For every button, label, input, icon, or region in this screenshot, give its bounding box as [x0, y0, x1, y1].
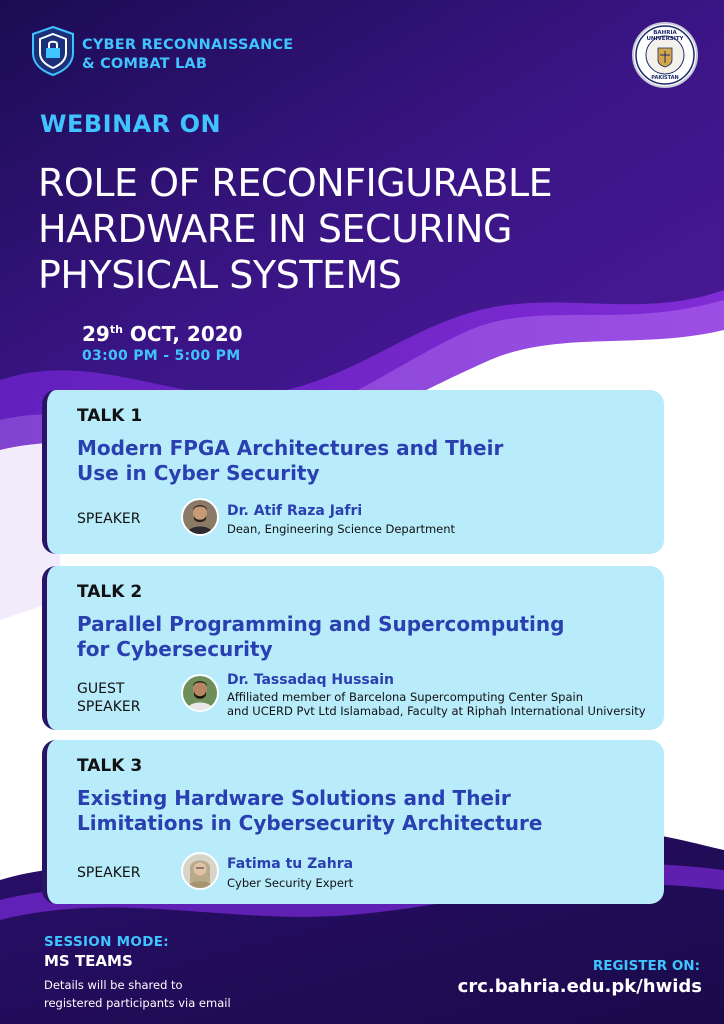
lab-shield-logo-icon — [32, 26, 74, 76]
talk-title-line-1: Modern FPGA Architectures and Their — [77, 436, 504, 460]
speaker-role-line-2: SPEAKER — [77, 699, 141, 715]
title-line-2: HARDWARE IN SECURING — [38, 207, 512, 251]
title-line-1: ROLE OF RECONFIGURABLE — [38, 161, 553, 205]
speaker-description — [227, 522, 667, 536]
talk-title — [77, 786, 637, 836]
seal-text-top: BAHRIA UNIVERSITY — [646, 30, 684, 42]
session-note — [44, 976, 231, 1012]
seal-text-bottom: PAKISTAN — [651, 75, 679, 81]
talk-card-3 — [42, 740, 664, 904]
talk-label: TALK 3 — [77, 756, 143, 776]
talk-title — [77, 436, 637, 486]
talk-label: TALK 2 — [77, 582, 143, 602]
talk-title — [77, 612, 637, 662]
speaker-avatar — [181, 498, 219, 536]
webinar-title — [38, 160, 658, 298]
speaker-role — [77, 680, 141, 716]
date-suffix: th — [109, 323, 123, 336]
date-rest: OCT, 2020 — [122, 322, 243, 346]
speaker-avatar — [181, 674, 219, 712]
talk-title-line-1: Parallel Programming and Supercomputing — [77, 612, 565, 636]
talk-title-line-2: for Cybersecurity — [77, 637, 273, 661]
talk-title-line-2: Limitations in Cybersecurity Architecture — [77, 811, 543, 835]
lab-name-line-1: CYBER RECONNAISSANCE — [82, 37, 294, 53]
date-day: 29 — [82, 322, 110, 346]
speaker-role-line-1: SPEAKER — [77, 511, 141, 527]
register-link[interactable]: crc.bahria.edu.pk/hwids — [457, 976, 702, 997]
talk-card-2 — [42, 566, 664, 730]
speaker-name: Dr. Tassadaq Hussain — [227, 672, 394, 688]
title-line-3: PHYSICAL SYSTEMS — [38, 253, 402, 297]
university-seal-text — [634, 24, 696, 86]
talk-title-line-1: Existing Hardware Solutions and Their — [77, 786, 511, 810]
speaker-name: Fatima tu Zahra — [227, 856, 354, 872]
session-note-line-2: registered participants via email — [44, 996, 231, 1010]
lab-name-line-2: & COMBAT LAB — [82, 56, 208, 72]
speaker-desc-line-1: Affiliated member of Barcelona Supercomputing Center Spain — [227, 690, 584, 704]
speaker-role-line-1: SPEAKER — [77, 865, 141, 881]
session-mode-label: SESSION MODE: — [44, 934, 169, 950]
speaker-avatar — [181, 852, 219, 890]
speaker-name: Dr. Atif Raza Jafri — [227, 503, 363, 519]
register-label: REGISTER ON: — [592, 958, 700, 974]
event-date — [82, 322, 243, 346]
talk-label: TALK 1 — [77, 406, 143, 426]
speaker-description — [227, 876, 667, 890]
talk-title-line-2: Use in Cyber Security — [77, 461, 320, 485]
session-mode-value: MS TEAMS — [44, 952, 133, 970]
event-time: 03:00 PM - 5:00 PM — [82, 348, 241, 364]
speaker-role — [77, 510, 141, 528]
university-seal-icon — [632, 22, 698, 88]
lab-name — [82, 36, 293, 74]
speaker-role — [77, 864, 141, 882]
session-note-line-1: Details will be shared to — [44, 978, 183, 992]
speaker-description — [227, 690, 667, 718]
speaker-role-line-1: GUEST — [77, 681, 125, 697]
webinar-label: WEBINAR ON — [40, 110, 222, 138]
speaker-desc-line-1: Dean, Engineering Science Department — [227, 522, 456, 536]
speaker-desc-line-1: Cyber Security Expert — [227, 876, 354, 890]
speaker-desc-line-2: and UCERD Pvt Ltd Islamabad, Faculty at Riphah International University — [227, 704, 646, 718]
talk-card-1 — [42, 390, 664, 554]
